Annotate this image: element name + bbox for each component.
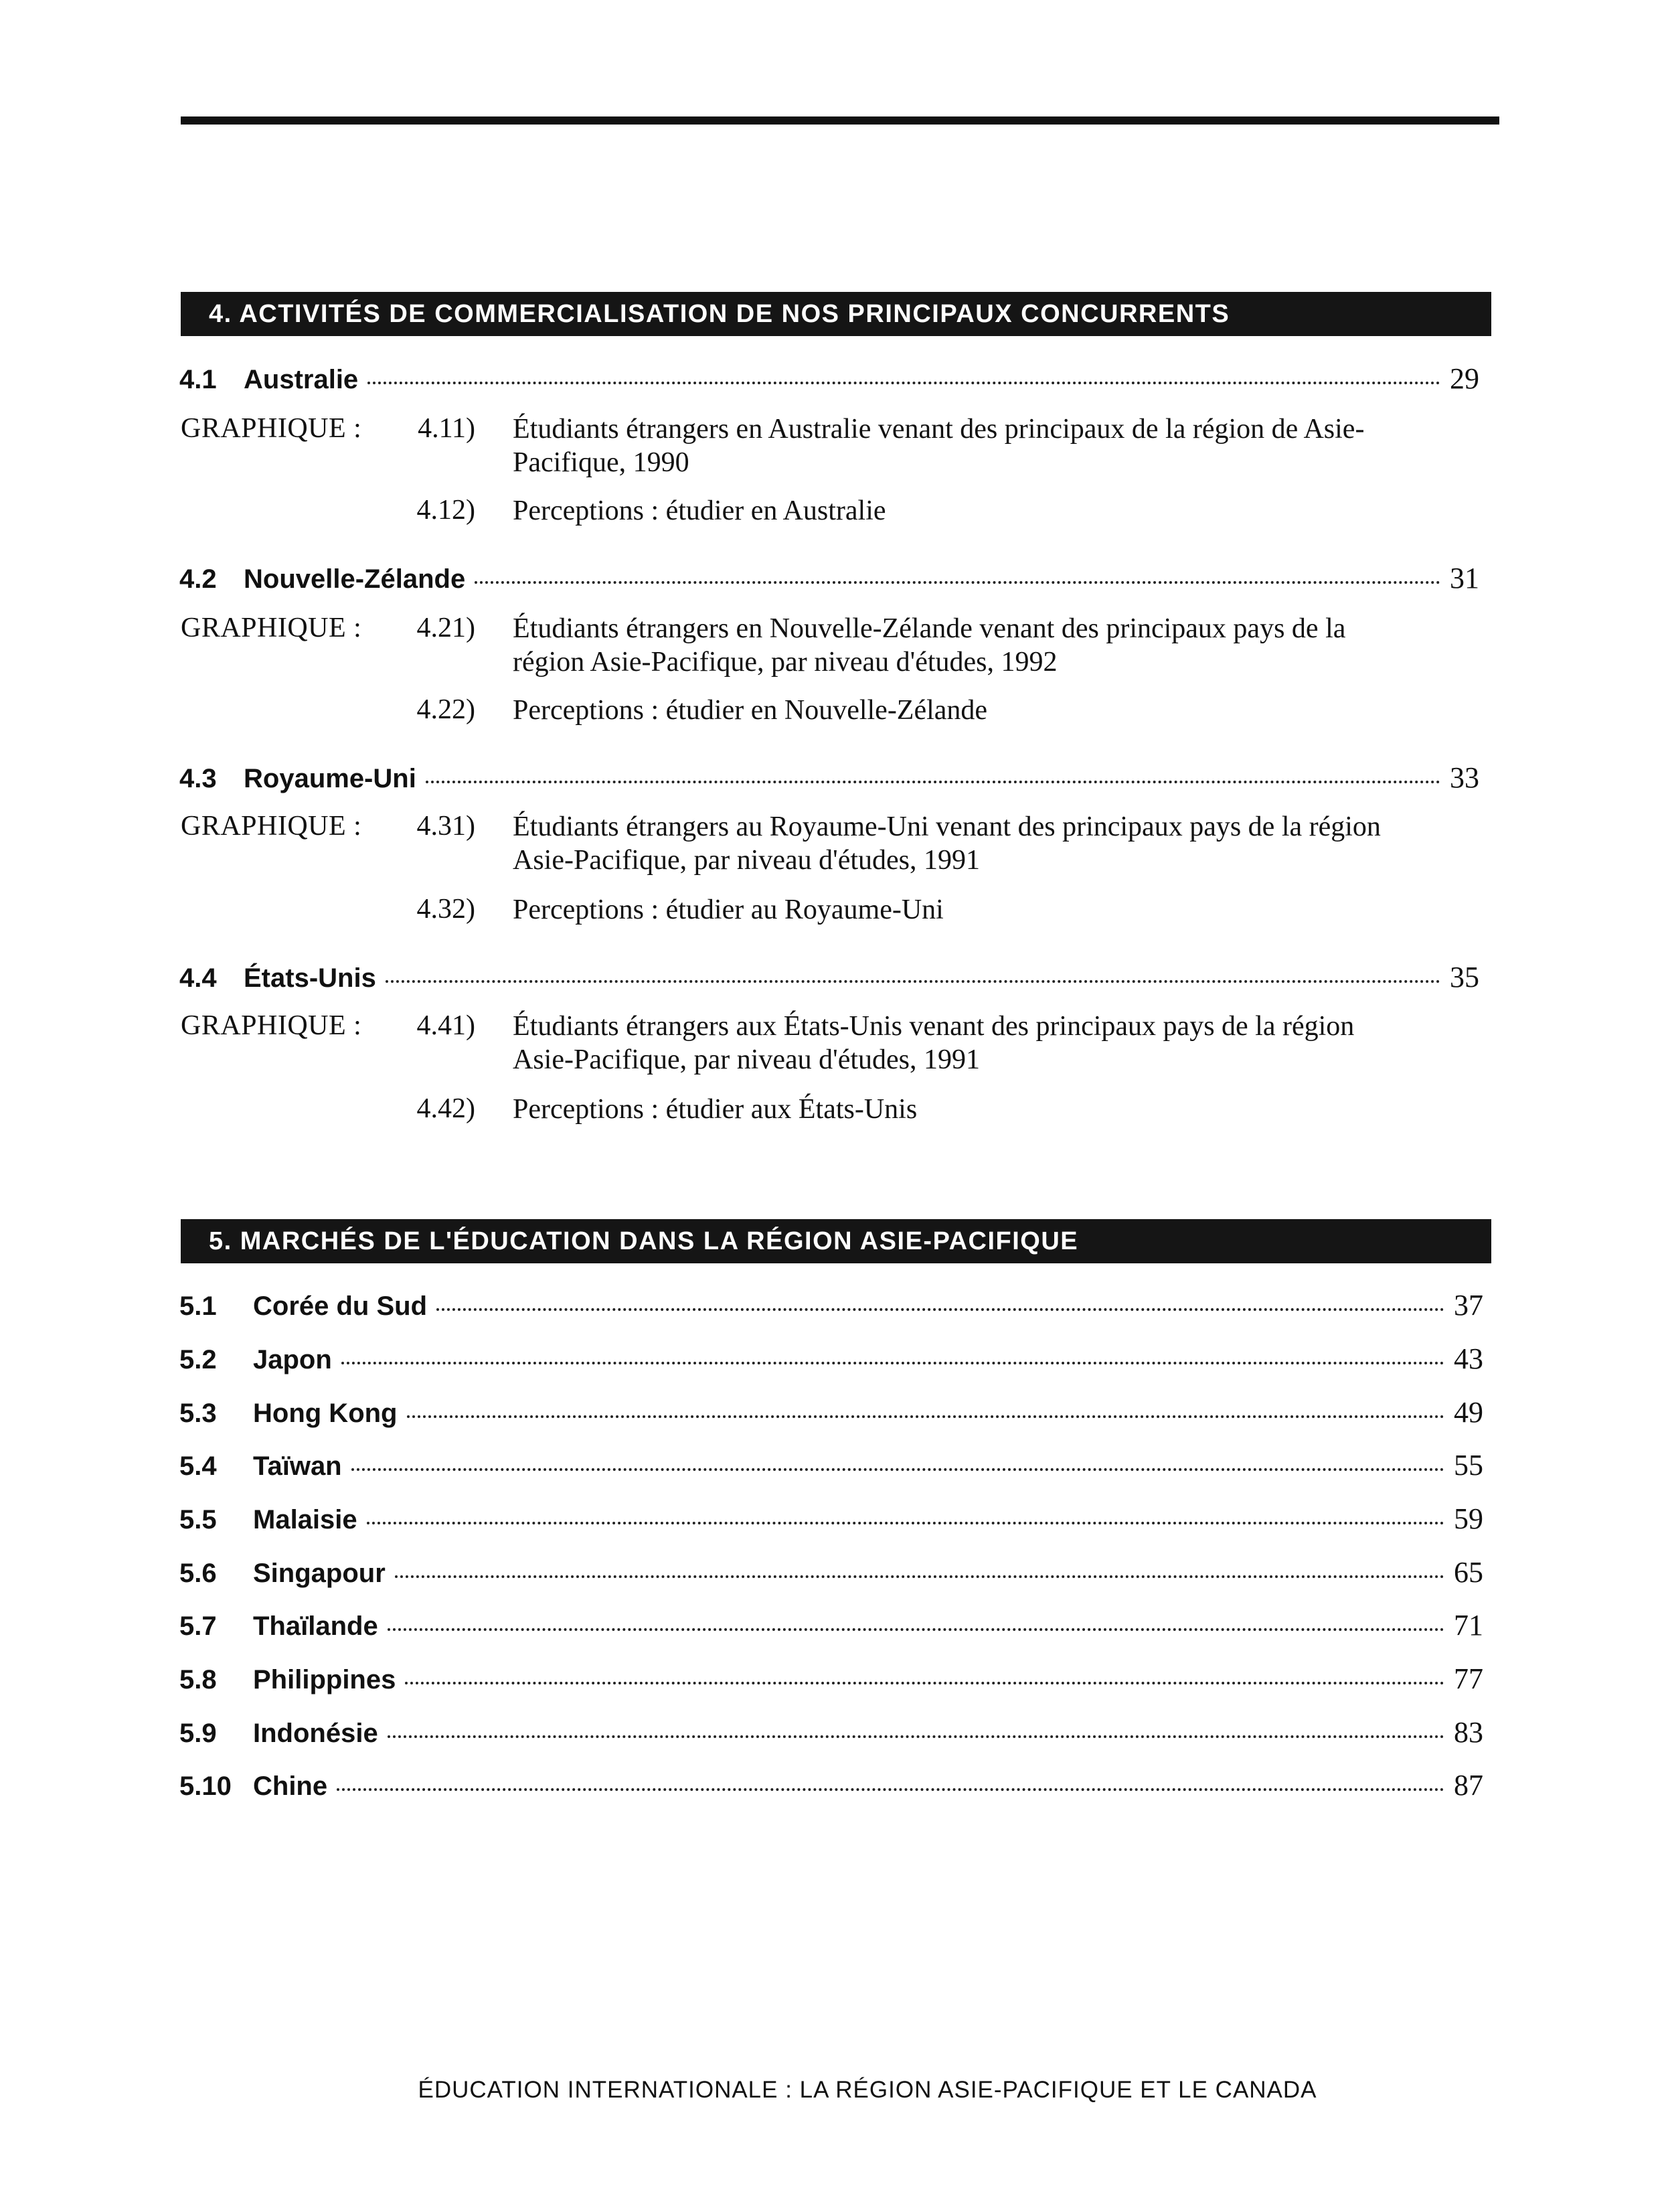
toc-entry-5-6[interactable] [179,1555,1483,1589]
dot-leader [367,382,1440,384]
toc-entry-title: Philippines [253,1665,396,1694]
toc-entry-5-10[interactable] [179,1768,1483,1802]
dot-leader [426,781,1440,783]
toc-entry-title: Chine [253,1771,328,1801]
toc-entry-title: Taïwan [253,1451,342,1481]
toc-entry-page: 29 [1450,362,1479,395]
toc-entry-number: 5.8 [179,1665,217,1694]
toc-entry-5-2[interactable] [179,1342,1483,1376]
toc-entry-number: 4.3 [179,764,217,793]
dot-leader [475,581,1440,584]
dot-leader [395,1575,1444,1578]
toc-entry-5-8[interactable] [179,1662,1483,1696]
toc-entry-title: Indonésie [253,1719,378,1748]
graph-description: Étudiants étrangers en Australie venant des principaux de la région de Asie-Pacifique, 1990 [513,414,1365,478]
section-5-heading: 5. MARCHÉS DE L'ÉDUCATION DANS LA RÉGION ASIE-PACIFIQUE [181,1219,1491,1263]
toc-entry-number: 5.1 [179,1291,217,1321]
toc-entry-number: 4.2 [179,564,217,594]
graph-description: Étudiants étrangers en Nouvelle-Zélande venant des principaux pays de la région Asie-Pacifique, par niveau d'études, 1992 [513,613,1346,678]
toc-entry-number: 5.6 [179,1559,217,1588]
toc-entry-5-9[interactable] [179,1715,1483,1749]
top-rule [181,116,1499,125]
graph-description: Étudiants étrangers aux États-Unis venant des principaux pays de la région Asie-Pacifique, par niveau d'études, 1991 [513,1011,1355,1075]
toc-entry-number: 5.3 [179,1399,217,1428]
toc-entry-title: Corée du Sud [253,1291,428,1321]
graph-number: 4.11) [418,413,475,444]
graph-number: 4.32) [416,894,475,925]
dot-leader [351,1468,1444,1471]
toc-entry-4-3[interactable] [179,761,1479,795]
toc-entry-number: 5.5 [179,1505,217,1534]
toc-entry-page: 37 [1454,1289,1483,1322]
toc-entry-page: 55 [1454,1449,1483,1482]
toc-entry-page: 35 [1450,961,1479,994]
toc-entry-page: 43 [1454,1342,1483,1375]
dot-leader [386,980,1440,983]
toc-entry-4-4[interactable] [179,960,1479,994]
graph-description: Étudiants étrangers au Royaume-Uni venant des principaux pays de la région Asie-Pacifique, par niveau d'études, 1991 [513,811,1381,876]
toc-entry-page: 49 [1454,1396,1483,1429]
dot-leader [341,1362,1444,1364]
graph-description: Perceptions : étudier au Royaume-Uni [513,894,944,925]
dot-leader [367,1522,1444,1524]
toc-entry-title: États-Unis [244,963,376,993]
dot-leader [388,1735,1444,1738]
toc-entry-5-3[interactable] [179,1395,1483,1429]
toc-entry-title: Malaisie [253,1505,357,1534]
toc-entry-title: Australie [244,365,359,394]
graph-label: GRAPHIQUE : [181,811,362,842]
graph-number: 4.12) [416,495,475,526]
graph-number: 4.22) [416,694,475,725]
toc-entry-number: 5.2 [179,1345,217,1374]
toc-entry-number: 5.10 [179,1771,232,1801]
toc-entry-page: 87 [1454,1769,1483,1802]
toc-entry-page: 77 [1454,1662,1483,1695]
toc-entry-page: 59 [1454,1502,1483,1535]
toc-entry-title: Royaume-Uni [244,764,416,793]
toc-entry-page: 33 [1450,761,1479,794]
toc-entry-page: 31 [1450,562,1479,595]
dot-leader [337,1788,1444,1791]
toc-entry-5-7[interactable] [179,1608,1483,1642]
toc-entry-4-2[interactable] [179,561,1479,595]
graph-number: 4.21) [416,613,475,643]
toc-entry-number: 5.7 [179,1611,217,1641]
toc-entry-number: 5.4 [179,1451,217,1481]
toc-entry-page: 83 [1454,1716,1483,1749]
dot-leader [407,1415,1445,1418]
toc-entry-5-4[interactable] [179,1448,1483,1482]
toc-entry-number: 4.1 [179,365,217,394]
page-footer: ÉDUCATION INTERNATIONALE : LA RÉGION ASIE-PACIFIQUE ET LE CANADA [418,2077,1317,2103]
toc-entry-number: 5.9 [179,1719,217,1748]
toc-entry-5-1[interactable] [179,1288,1483,1322]
toc-entry-title: Singapour [253,1559,386,1588]
toc-entry-title: Nouvelle-Zélande [244,564,466,594]
toc-entry-page: 71 [1454,1609,1483,1642]
graph-description: Perceptions : étudier en Australie [513,495,886,526]
graph-number: 4.31) [416,811,475,842]
dot-leader [436,1308,1444,1311]
toc-entry-page: 65 [1454,1556,1483,1589]
graph-label: GRAPHIQUE : [181,413,362,444]
graph-description: Perceptions : étudier aux États-Unis [513,1094,918,1125]
toc-entry-number: 4.4 [179,963,217,993]
dot-leader [388,1628,1444,1631]
toc-entry-5-5[interactable] [179,1502,1483,1536]
dot-leader [405,1682,1444,1684]
graph-number: 4.42) [416,1093,475,1124]
graph-label: GRAPHIQUE : [181,613,362,643]
graph-label: GRAPHIQUE : [181,1010,362,1041]
graph-description: Perceptions : étudier en Nouvelle-Zélande [513,695,988,726]
toc-entry-title: Japon [253,1345,332,1374]
toc-entry-title: Thaïlande [253,1611,378,1641]
graph-number: 4.41) [416,1010,475,1041]
toc-entry-title: Hong Kong [253,1399,398,1428]
toc-entry-4-1[interactable] [179,362,1479,396]
section-4-heading: 4. ACTIVITÉS DE COMMERCIALISATION DE NOS PRINCIPAUX CONCURRENTS [181,292,1491,336]
